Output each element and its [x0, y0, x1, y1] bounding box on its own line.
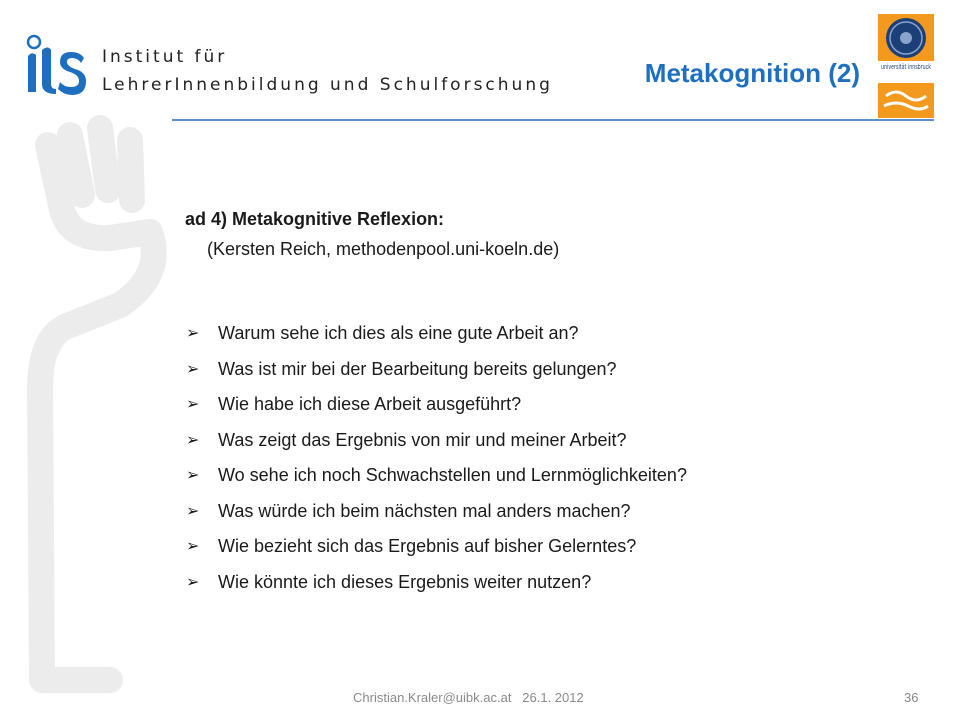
arrow-bullet-icon: ➢	[186, 573, 200, 591]
question-text: Wie könnte ich dieses Ergebnis weiter nutzen?	[218, 571, 592, 592]
list-item	[186, 394, 687, 430]
page-number: 36	[904, 690, 919, 705]
list-item	[186, 572, 687, 608]
section-heading: ad 4) Metakognitive Reflexion:	[185, 209, 445, 229]
arrow-bullet-icon: ➢	[186, 502, 200, 520]
list-item	[186, 430, 687, 466]
list-item	[186, 465, 687, 501]
question-text: Was würde ich beim nächsten mal anders machen?	[218, 500, 631, 521]
arrow-bullet-icon: ➢	[186, 325, 200, 342]
arrow-bullet-icon: ➢	[186, 538, 200, 555]
list-item	[186, 501, 687, 537]
question-text: Was ist mir bei der Bearbeitung bereits gelungen?	[218, 358, 617, 379]
question-list	[186, 323, 687, 607]
question-text: Wie habe ich diese Arbeit ausgeführt?	[218, 394, 522, 414]
footer-date: 26.1. 2012	[522, 690, 584, 705]
ils-logo	[22, 34, 88, 96]
arrow-bullet-icon: ➢	[186, 431, 200, 449]
ils-logo-text: ILS	[22, 34, 24, 35]
institute-name-line1: Institut für	[102, 47, 228, 67]
question-text: Wo sehe ich noch Schwachstellen und Lernmöglichkeiten?	[218, 465, 687, 485]
question-text: Warum sehe ich dies als eine gute Arbeit an?	[218, 323, 579, 343]
list-item	[186, 536, 687, 572]
question-text: Was zeigt das Ergebnis von mir und meiner Arbeit?	[218, 429, 627, 450]
list-item	[186, 359, 687, 395]
slide-title: Metakognition (2)	[644, 58, 860, 88]
source-citation: (Kersten Reich, methodenpool.uni-koeln.de)	[207, 239, 560, 259]
arrow-bullet-icon: ➢	[186, 467, 200, 484]
list-item	[186, 323, 687, 359]
question-text: Wie bezieht sich das Ergebnis auf bisher Gelerntes?	[218, 536, 637, 556]
footer-info	[353, 690, 584, 705]
university-name: universität innsbruck	[881, 63, 932, 71]
university-logo	[878, 14, 934, 118]
arrow-bullet-icon: ➢	[186, 360, 200, 378]
header-divider	[172, 119, 934, 121]
hand-watermark-graphic	[0, 100, 175, 710]
institute-name-line2: LehrerInnenbildung und Schulforschung	[102, 75, 553, 95]
arrow-bullet-icon: ➢	[186, 396, 200, 413]
footer-email: Christian.Kraler@uibk.ac.at	[353, 690, 512, 705]
